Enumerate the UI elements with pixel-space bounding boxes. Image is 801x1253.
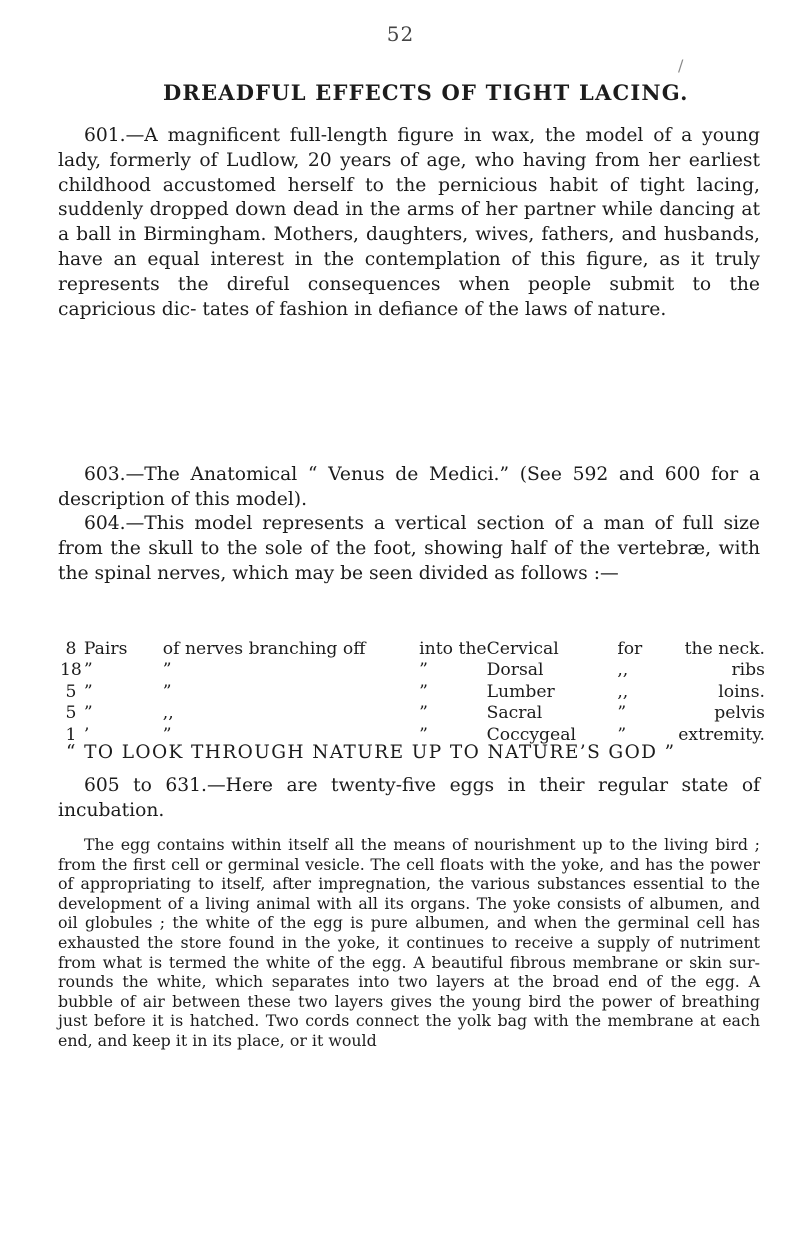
nerve-cell-for: ,, (617, 660, 629, 681)
nerve-cell-target: ribs (731, 660, 765, 681)
nerve-cell-target: extremity. (678, 724, 765, 745)
nerve-cell-word: ” (83, 660, 93, 681)
nerve-cell-target: the neck. (684, 639, 765, 659)
nerve-cell-into: ” (419, 703, 428, 724)
nerve-cell-word: ” (83, 681, 93, 702)
nerve-row (58, 639, 765, 660)
nerve-cell-region: Coccygeal (486, 724, 576, 745)
nerve-cell-region: Dorsal (486, 660, 544, 681)
paragraph-603: 603.—The Anatomical “ Venus de Medici.” (See 592 and 600 for a description of this model). (58, 464, 760, 510)
nerve-cell-num: 5 (65, 703, 77, 724)
page-number: 52 (386, 22, 415, 46)
nerve-cell-word: ’ (83, 724, 90, 745)
nerve-cell-target: pelvis (714, 703, 765, 724)
paragraph-605: 605 to 631.—Here are twenty-five eggs in their regular state of incubation. (58, 775, 760, 821)
nerve-cell-num: 8 (65, 639, 77, 659)
corner-mark: / (678, 56, 684, 75)
nerve-cell-mid: of nerves branching off (162, 639, 366, 659)
motto: “ TO LOOK THROUGH NATURE UP TO NATURE’S GOD ” (66, 742, 676, 763)
nerve-cell-region: Sacral (486, 703, 543, 724)
nerve-cell-into: ” (419, 660, 428, 681)
section-heading: DREADFUL EFFECTS OF TIGHT LACING. (163, 80, 689, 105)
nerve-cell-word: ” (83, 703, 93, 724)
nerve-cell-region: Lumber (486, 681, 555, 702)
nerve-cell-target: loins. (718, 681, 765, 702)
nerve-cell-mid: ” (162, 681, 172, 702)
nerve-cell-mid: ” (162, 724, 172, 745)
nerve-cell-into: ” (419, 681, 428, 702)
paragraph-egg: The egg contains within itself all the means of nourishment up to the living bird ; from the first cell or germinal vesicle. The cell floats with the yoke, and has the power of appropriating to itself, after impregnation, the various substances essential to the development of a living animal with all its organs. The yoke consists of albumen, and oil globules ; the white of the egg is pure albumen, and when the germinal cell has exhausted the store found in the yoke, it continues to receive a supply of nutriment from what is termed the white of the egg. A beautiful fibrous membrane or skin sur- rounds the white, which separates into two layers at the broad end of the egg. A bubble of air between these two layers gives the young bird the power of breathing just before it is hatched. Two cords connect the yolk bag with the membrane at each end, and keep it in its place, or it would (58, 835, 760, 1050)
nerve-cell-word: Pairs (83, 639, 128, 659)
paragraph-601: 601.—A magnificent full-length figure in wax, the model of a young lady, formerly of Ludlow, 20 years of age, who having from her earliest childhood accustomed herself to the pernicious habit of tight lacing, suddenly dropped down dead in the arms of her partner while dancing at a ball in Birmingham. Mothers, daughters, wives, fathers, and husbands, have an equal interest in the contemplation of this figure, as it truly represents the direful consequences when people submit to the capricious dic- tates of fashion in defiance of the laws of nature. (58, 125, 760, 320)
nerve-cell-mid: ” (162, 660, 172, 681)
paragraph-604: 604.—This model represents a vertical section of a man of full size from the skull to the sole of the foot, showing half of the vertebræ, with the spinal nerves, which may be seen divided as follows :— (58, 513, 760, 584)
nerve-row (58, 660, 765, 681)
nerve-cell-num: 18 (60, 660, 82, 681)
nerve-cell-num: 5 (65, 681, 77, 702)
nerve-cell-for: ” (617, 724, 627, 745)
nerve-table (58, 639, 765, 746)
nerve-cell-mid: ,, (162, 703, 174, 724)
nerve-cell-for: ” (617, 703, 627, 724)
nerve-cell-into: into the (419, 639, 487, 659)
nerve-cell-region: Cervical (486, 639, 559, 659)
nerve-cell-num: 1 (65, 724, 77, 745)
nerve-cell-into: ” (419, 724, 428, 745)
nerve-row (58, 703, 765, 724)
nerve-cell-for: for (617, 639, 643, 659)
nerve-row (58, 682, 765, 703)
nerve-cell-for: ,, (617, 681, 629, 702)
